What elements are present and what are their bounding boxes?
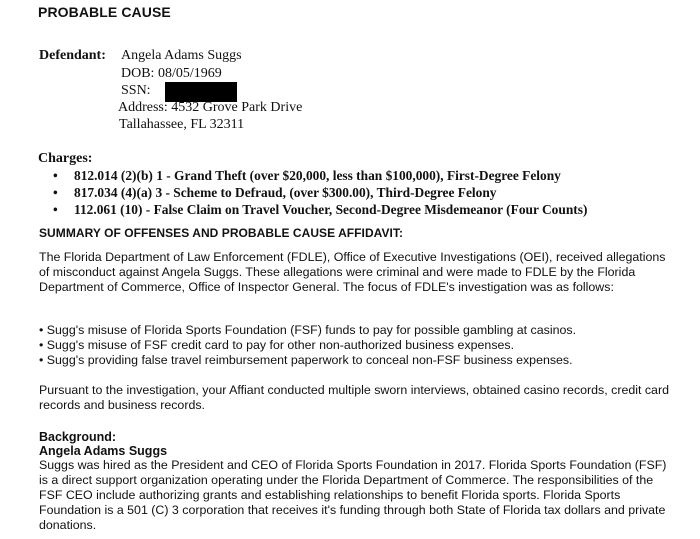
investigation-paragraph: Pursuant to the investigation, your Affiant conducted multiple sworn interviews, obtained casino records, credit card records and business records. xyxy=(39,383,669,412)
background-paragraph: Suggs was hired as the President and CEO of Florida Sports Foundation in 2017. Florida Sports Foundation (FSF) is a direct support organization operating under the Florida Department of Commerce. The responsibilities of the FSF CEO include authorizing grants and establishing relationships to benefit Florida sports. Florida Sports Foundation is a 501 (C) 3 corporation that receives it's funding through both State of Florida tax dollars and private donations. xyxy=(39,458,667,532)
focus-list-item: • Sugg's providing false travel reimbursement paperwork to conceal non-FSF business expenses. xyxy=(39,353,573,367)
charge-item xyxy=(53,185,496,201)
charges-label: Charges: xyxy=(38,151,93,166)
defendant-address-line1: Address: 4532 Grove Park Drive xyxy=(118,100,303,115)
ssn-redaction-bar xyxy=(165,82,237,102)
summary-paragraph: The Florida Department of Law Enforcement (FDLE), Office of Executive Investigations (OEI), received allegations of misconduct against Angela Suggs. These allegations were criminal and were made to FDLE by the Florida Department of Commerce, Office of Inspector General. The focus of FDLE's investigation was as follows: xyxy=(39,250,666,294)
defendant-dob: DOB: 08/05/1969 xyxy=(121,66,222,81)
bullet-icon: • xyxy=(53,202,58,217)
bullet-icon: • xyxy=(53,185,58,200)
defendant-ssn-label: SSN: xyxy=(121,83,151,98)
charge-item xyxy=(53,168,561,184)
focus-list-item: • Sugg's misuse of Florida Sports Foundation (FSF) funds to pay for possible gambling at casinos. xyxy=(39,323,577,337)
charge-text: 812.014 (2)(b) 1 - Grand Theft (over $20,000, less than $100,000), First-Degree Felony xyxy=(74,168,561,183)
defendant-label: Defendant: xyxy=(39,48,106,63)
defendant-address-line2: Tallahassee, FL 32311 xyxy=(119,117,245,132)
bullet-icon: • xyxy=(53,168,58,183)
defendant-name: Angela Adams Suggs xyxy=(121,48,242,63)
charge-text: 817.034 (4)(a) 3 - Scheme to Defraud, (over $300.00), Third-Degree Felony xyxy=(74,185,497,200)
summary-heading: SUMMARY OF OFFENSES AND PROBABLE CAUSE AFFIDAVIT: xyxy=(39,226,404,240)
focus-list-item: • Sugg's misuse of FSF credit card to pay for other non-authorized business expenses. xyxy=(39,338,515,352)
background-label: Background: xyxy=(39,430,117,444)
charge-text: 112.061 (10) - False Claim on Travel Voucher, Second-Degree Misdemeanor (Four Counts) xyxy=(74,202,588,217)
background-subject: Angela Adams Suggs xyxy=(39,444,168,458)
focus-list xyxy=(39,323,576,368)
document-heading: PROBABLE CAUSE xyxy=(38,4,171,20)
charge-item xyxy=(53,202,587,218)
